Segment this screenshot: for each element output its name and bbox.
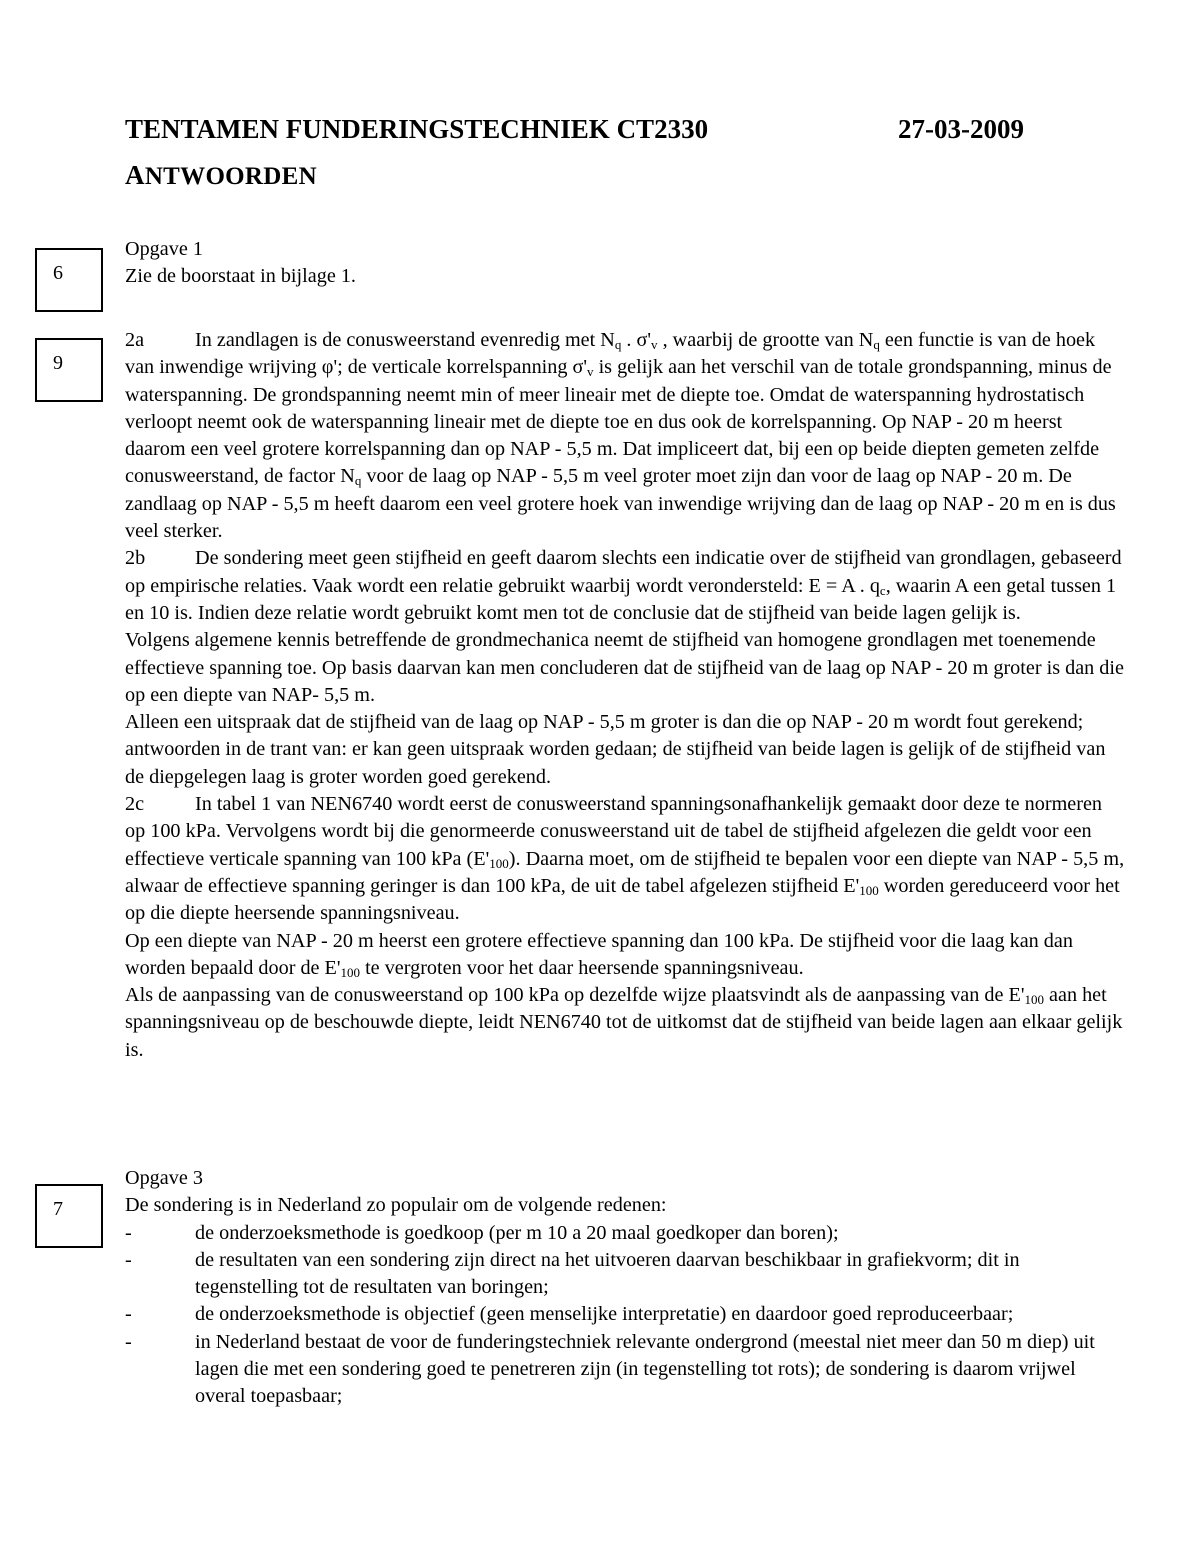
q2c-paragraph-2 (125, 928, 1125, 983)
q2a-text: een functie is van de hoek van inwendige wrijving φ'; de verticale korrelspanning σ' (125, 329, 1096, 379)
subscript-100: 100 (489, 855, 509, 871)
score-q2: 9 (53, 352, 63, 374)
q2a-text: . σ' (621, 329, 652, 351)
q2a-paragraph (125, 327, 1125, 545)
q1-text: Zie de boorstaat in bijlage 1. (125, 265, 356, 288)
subscript-100: 100 (859, 882, 879, 898)
list-item (125, 1301, 1125, 1328)
q2c-text: te vergroten voor het daar heersende spanningsniveau. (360, 956, 804, 979)
q2c-text: Op een diepte van NAP - 20 m heerst een grotere effectieve spanning dan 100 kPa. De stijfheid voor die laag kan dan worden bepaald door de E' (125, 929, 1073, 979)
bullet-dash: - (125, 1221, 132, 1244)
list-item-text: de resultaten van een sondering zijn direct na het uitvoeren daarvan beschikbaar in grafiekvorm; dit in tegenstelling tot de resultaten van boringen; (195, 1248, 1020, 1299)
bullet-dash: - (125, 1248, 132, 1271)
document-subtitle (125, 160, 317, 191)
score-box-q1 (35, 248, 103, 312)
q2a-text: is gelijk aan het verschil van de totale grondspanning, minus de waterspanning. De grondspanning neemt min of meer lineair met de diepte toe. Omdat de waterspanning hydrostatisch verloopt neemt ook de waterspanning lineair met de diepte toe en dus ook de korrelspanning. Op NAP - 20 m heerst daarom een veel grotere korrelspanning dan op NAP - 5,5 m. Dat impliceert dat, bij een op beide diepten gemeten zelfde conusweerstand, de factor N (125, 356, 1112, 488)
q2c-label: 2c (125, 793, 145, 816)
q3-heading: Opgave 3 (125, 1167, 203, 1189)
q1-heading: Opgave 1 (125, 238, 203, 260)
q2c-text: aan het spanningsniveau op de beschouwde diepte, leidt NEN6740 tot de uitkomst dat de stijfheid van beide lagen aan elkaar gelijk is. (125, 984, 1123, 1061)
q2c-text: ). Daarna moet, om de stijfheid te bepalen voor een diepte van NAP - 5,5 m, alwaar de effectieve spanning geringer is dan 100 kPa, de uit de tabel afgelezen stijfheid E' (125, 847, 1125, 897)
score-q1: 6 (53, 262, 63, 284)
q2b-label: 2b (125, 547, 146, 570)
q2c-text: Als de aanpassing van de conusweerstand op 100 kPa op dezelfde wijze plaatsvindt als de aanpassing van de E' (125, 984, 1025, 1007)
q2c-paragraph (125, 791, 1125, 927)
score-box-q2 (35, 338, 103, 402)
subscript-100: 100 (1024, 992, 1044, 1008)
q2b-paragraph-2: Volgens algemene kennis betreffende de grondmechanica neemt de stijfheid van homogene grondlagen met toenemende effectieve spanning toe. Op basis daarvan kan men concluderen dat de stijfheid van de laag op NAP - 20 m groter is dan die op een diepte van NAP- 5,5 m. (125, 629, 1124, 706)
subscript-v: v (651, 337, 658, 352)
q2c-text: In tabel 1 van NEN6740 wordt eerst de conusweerstand spanningsonafhankelijk gemaakt door deze te normeren op 100 kPa. Vervolgens wordt bij die genormeerde conusweerstand uit de tabel de stijfheid afgelezen die geldt voor een effectieve verticale spanning van 100 kPa (E' (125, 793, 1103, 870)
subtitle-initial: A (125, 160, 145, 190)
list-item-text: de onderzoeksmethode is goedkoop (per m 10 a 20 maal goedkoper dan boren); (195, 1221, 839, 1244)
score-q3: 7 (53, 1198, 63, 1220)
subtitle-rest: NTWOORDEN (144, 163, 317, 190)
q2a-label: 2a (125, 329, 145, 351)
q3-intro: De sondering is in Nederland zo populair om de volgende redenen: (125, 1194, 667, 1217)
list-item (125, 1247, 1125, 1302)
q2c-text: worden gereduceerd voor het op die diepte heersende spanningsniveau. (125, 874, 1120, 925)
q2b-text: , waarin A een getal tussen 1 en 10 is. Indien deze relatie wordt gebruikt komt men tot de conclusie dat de stijfheid van beide lagen gelijk is. (125, 574, 1117, 624)
q2b-paragraph-3: Alleen een uitspraak dat de stijfheid van de laag op NAP - 5,5 m groter is dan die op NAP - 20 m wordt fout gerekend; antwoorden in de trant van: er kan geen uitspraak worden gedaan; de stijfheid van beide lagen is gelijk of de stijfheid van de diepgelegen laag is groter worden goed gerekend. (125, 711, 1106, 788)
list-item-text: in Nederland bestaat de voor de funderingstechniek relevante ondergrond (meestal niet meer dan 50 m diep) uit lagen die met een sondering goed te penetreren zijn (in tegenstelling tot rots); de sondering is daarom vrijwel overal toepasbaar; (195, 1330, 1095, 1408)
bullet-dash: - (125, 1330, 132, 1353)
list-item (125, 1329, 1125, 1411)
subscript-q: q (614, 337, 622, 352)
subscript-q: q (873, 337, 880, 352)
list-item-text: de onderzoeksmethode is objectief (geen menselijke interpretatie) en daardoor goed reproduceerbaar; (195, 1303, 1014, 1326)
subscript-q: q (354, 473, 362, 489)
subscript-c: c (879, 582, 886, 598)
document-date: 27-03-2009 (898, 114, 1024, 144)
question-2 (125, 327, 1125, 1064)
q2c-paragraph-3 (125, 982, 1125, 1064)
q2b-paragraph (125, 545, 1125, 627)
subscript-v: v (587, 364, 594, 380)
q2a-text: voor de laag op NAP - 5,5 m veel groter moet zijn dan voor de laag op NAP - 20 m. De zandlaag op NAP - 5,5 m heeft daarom een veel grotere hoek van inwendige wrijving dan de laag op NAP - 20 m en is dus veel sterker. (125, 465, 1116, 543)
question-3 (125, 1165, 1125, 1411)
document-title: TENTAMEN FUNDERINGSTECHNIEK CT2330 (125, 114, 709, 144)
question-1 (125, 236, 1125, 291)
q2a-text: , waarbij de grootte van N (657, 329, 874, 351)
bullet-dash: - (125, 1303, 132, 1326)
subscript-100: 100 (340, 964, 361, 980)
q2a-text: In zandlagen is de conusweerstand evenredig met N (195, 329, 615, 351)
score-box-q3 (35, 1184, 103, 1248)
q2b-text: De sondering meet geen stijfheid en geeft daarom slechts een indicatie over de stijfheid van grondlagen, gebaseerd op empirische relaties. Vaak wordt een relatie gebruikt waarbij wordt verondersteld: E = A . q (125, 547, 1122, 597)
list-item (125, 1220, 1125, 1247)
